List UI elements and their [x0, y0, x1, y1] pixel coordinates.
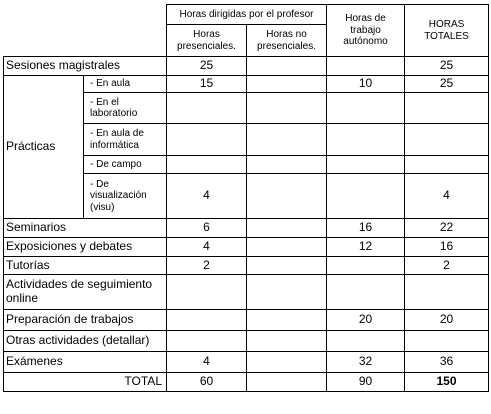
cell-total: 16 [405, 238, 489, 257]
sub-label-visualizacion: - De visualización (visu) [84, 174, 167, 219]
cell-no-presenciales [247, 124, 327, 156]
cell-total: 25 [405, 76, 489, 93]
table-row [4, 257, 489, 275]
cell-presenciales [167, 331, 247, 352]
cell-no-presenciales [247, 219, 327, 238]
cell-presenciales: 4 [167, 352, 247, 373]
row-label-examenes: Exámenes [4, 352, 167, 373]
cell-no-presenciales [247, 275, 327, 310]
cell-presenciales [167, 275, 247, 310]
sub-label-laboratorio: - En el laboratorio [84, 93, 167, 124]
cell-total [405, 331, 489, 352]
cell-autonomo [327, 57, 405, 76]
header-totales: HORAS TOTALES [405, 5, 489, 57]
cell-presenciales: 2 [167, 257, 247, 275]
cell-presenciales: 15 [167, 76, 247, 93]
table-row [4, 76, 489, 93]
cell-no-presenciales [247, 76, 327, 93]
cell-autonomo: 10 [327, 76, 405, 93]
row-label-tutorias: Tutorías [4, 257, 167, 275]
total-row [4, 373, 489, 392]
cell-autonomo [327, 275, 405, 310]
cell-presenciales [167, 310, 247, 331]
total-autonomo: 90 [327, 373, 405, 392]
table-row [4, 57, 489, 76]
cell-presenciales: 4 [167, 238, 247, 257]
hours-table [3, 4, 489, 392]
cell-total: 22 [405, 219, 489, 238]
header-group-label: Horas dirigidas por el profesor [167, 5, 327, 25]
cell-autonomo: 32 [327, 352, 405, 373]
table-row [4, 275, 489, 310]
row-label-seminarios: Seminarios [4, 219, 167, 238]
row-label-practicas: Prácticas [4, 76, 84, 219]
cell-autonomo: 12 [327, 238, 405, 257]
cell-total [405, 275, 489, 310]
total-total: 150 [405, 373, 489, 392]
cell-total: 20 [405, 310, 489, 331]
cell-total: 25 [405, 57, 489, 76]
cell-no-presenciales [247, 57, 327, 76]
table-row [4, 310, 489, 331]
cell-no-presenciales [247, 238, 327, 257]
cell-no-presenciales [247, 352, 327, 373]
cell-autonomo [327, 93, 405, 124]
cell-presenciales: 6 [167, 219, 247, 238]
cell-autonomo: 20 [327, 310, 405, 331]
cell-no-presenciales [247, 156, 327, 174]
table-row [4, 238, 489, 257]
sub-label-informatica: - En aula de informática [84, 124, 167, 156]
row-label-preparacion: Preparación de trabajos [4, 310, 167, 331]
cell-no-presenciales [247, 174, 327, 219]
table-row [4, 219, 489, 238]
cell-autonomo: 16 [327, 219, 405, 238]
cell-presenciales [167, 93, 247, 124]
row-label-sesiones: Sesiones magistrales [4, 57, 167, 76]
cell-autonomo [327, 174, 405, 219]
cell-autonomo [327, 257, 405, 275]
cell-autonomo [327, 156, 405, 174]
table-row [4, 352, 489, 373]
cell-presenciales: 25 [167, 57, 247, 76]
row-label-seguimiento: Actividades de seguimiento online [4, 275, 167, 310]
cell-no-presenciales [247, 310, 327, 331]
cell-presenciales [167, 124, 247, 156]
cell-autonomo [327, 124, 405, 156]
cell-autonomo [327, 331, 405, 352]
cell-no-presenciales [247, 257, 327, 275]
sub-label-campo: - De campo [84, 156, 167, 174]
cell-no-presenciales [247, 93, 327, 124]
header-no-presenciales: Horas no presenciales. [247, 25, 327, 57]
row-label-exposiciones: Exposiciones y debates [4, 238, 167, 257]
cell-total: 2 [405, 257, 489, 275]
total-presenciales: 60 [167, 373, 247, 392]
cell-presenciales: 4 [167, 174, 247, 219]
cell-total [405, 124, 489, 156]
cell-total [405, 156, 489, 174]
row-label-otras: Otras actividades (detallar) [4, 331, 167, 352]
sub-label-en-aula: - En aula [84, 76, 167, 93]
header-autonomo: Horas de trabajo autónomo [327, 5, 405, 57]
header-row-1 [4, 5, 489, 25]
table-row [4, 331, 489, 352]
cell-total: 4 [405, 174, 489, 219]
cell-no-presenciales [247, 331, 327, 352]
cell-total [405, 93, 489, 124]
header-blank-cell [4, 5, 167, 57]
header-presenciales: Horas presenciales. [167, 25, 247, 57]
cell-presenciales [167, 156, 247, 174]
total-label: TOTAL [4, 373, 167, 392]
total-no-presenciales [247, 373, 327, 392]
cell-total: 36 [405, 352, 489, 373]
